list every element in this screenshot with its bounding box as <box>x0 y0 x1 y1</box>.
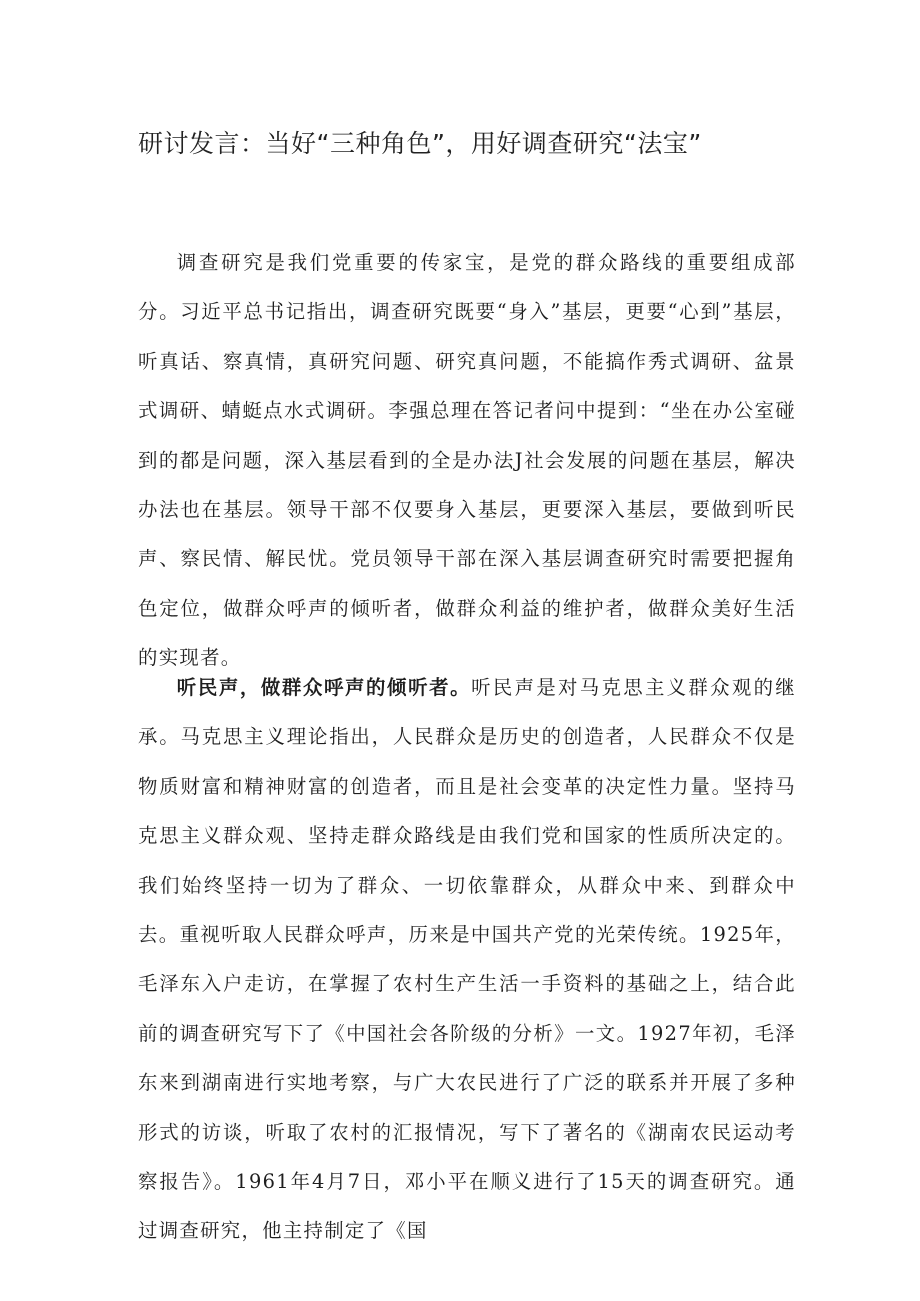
paragraph-text: 听民声是对马克思主义群众观的继承。马克思主义理论指出，人民群众是历史的创造者，人民群众不仅是物质财富和精神财富的创造者，而且是社会变革的决定性力量。坚持马克思主义群众观、坚持走群众路线是由我们党和国家的性质所决定的。我们始终坚持一切为了群众、一切依靠群众，从群众中来、到群众中去。重视听取人民群众呼声，历来是中国共产党的光荣传统。1925年，毛泽东入户走访，在掌握了农村生产生活一手资料的基础之上，结合此前的调查研究写下了《中国社会各阶级的分析》一文。1927年初，毛泽东来到湖南进行实地考察，与广大农民进行了广泛的联系并开展了多种形式的访谈，听取了农村的汇报情况，写下了著名的《湖南农民运动考察报告》。1961年4月7日，邓小平在顺义进行了15天的调查研究。通过调查研究，他主持制定了《国 <box>138 676 796 1243</box>
paragraph-listen-voices <box>138 663 796 1256</box>
paragraph-lead-heading: 听民声，做群众呼声的倾听者。 <box>176 676 472 699</box>
document-title: 研讨发言：当好“三种角色”，用好调查研究“法宝” <box>138 129 702 158</box>
paragraph-text: 调查研究是我们党重要的传家宝，是党的群众路线的重要组成部分。习近平总书记指出，调查研究既要“身入”基层，更要“心到”基层，听真话、察真情，真研究问题、研究真问题，不能搞作秀式调研、盆景式调研、蜻蜓点水式调研。李强总理在答记者问中提到：“坐在办公室碰到的都是问题，深入基层看到的全是办法J社会发展的问题在基层，解决办法也在基层。领导干部不仅要身入基层，更要深入基层，要做到听民声、察民情、解民忧。党员领导干部在深入基层调查研究时需要把握角色定位，做群众呼声的倾听者，做群众利益的维护者，做群众美好生活的实现者。 <box>138 251 796 670</box>
paragraph-intro <box>138 238 796 683</box>
